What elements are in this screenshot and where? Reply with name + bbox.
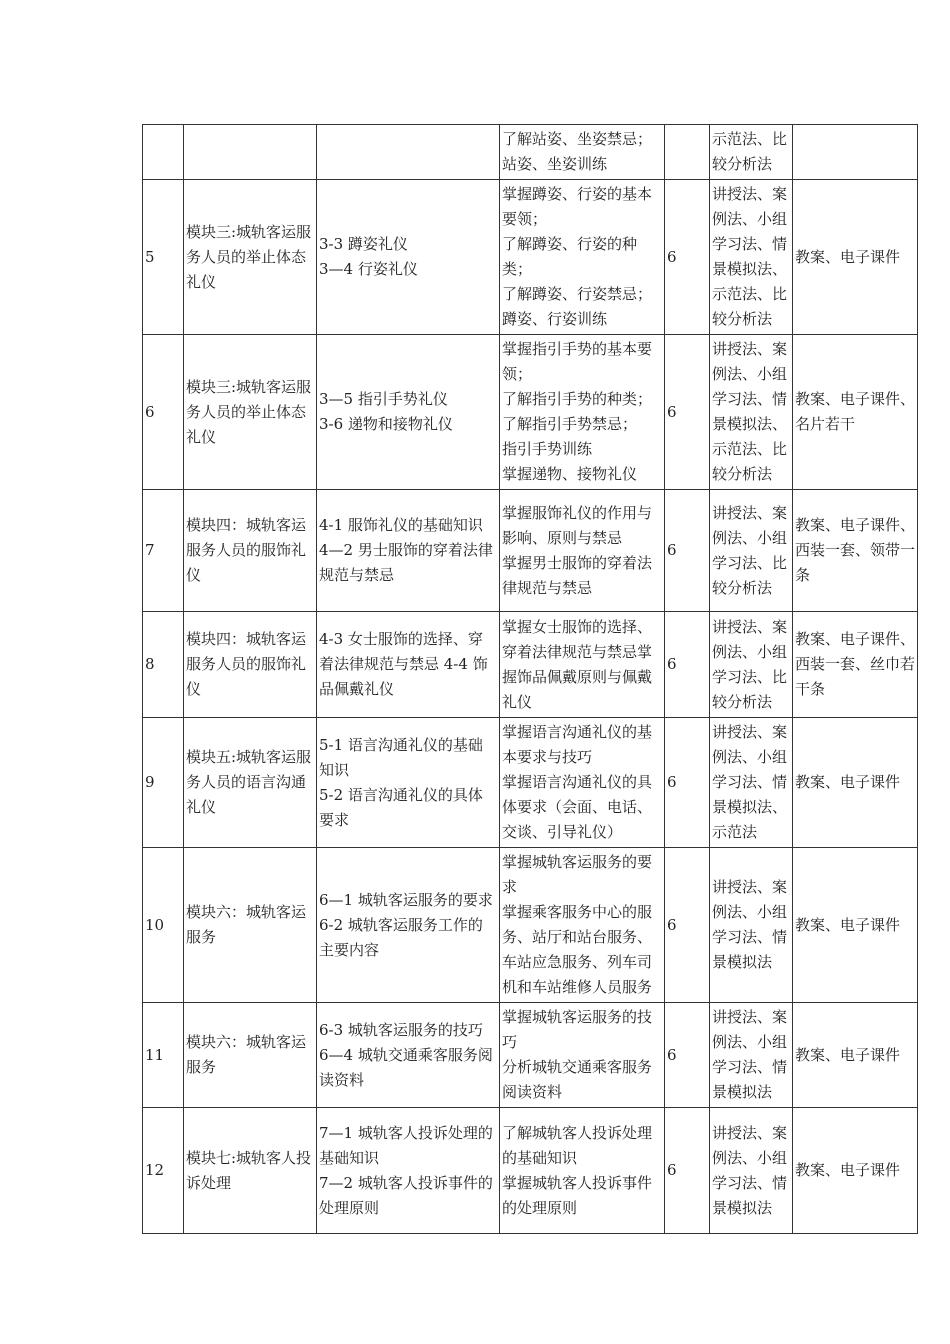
method-cell: 讲授法、案例法、小组学习法、比较分析法 — [710, 490, 793, 612]
module-cell: 模块五:城轨客运服务人员的语言沟通礼仪 — [184, 718, 317, 848]
objective-cell: 掌握城轨客运服务的技巧 分析城轨交通乘客服务阅读资料 — [500, 1003, 665, 1108]
objective-cell: 掌握指引手势的基本要领； 了解指引手势的种类； 了解指引手势禁忌； 指引手势训练 掌握递物、接物礼仪 — [500, 335, 665, 490]
objective-cell: 掌握语言沟通礼仪的基本要求与技巧 掌握语言沟通礼仪的具体要求（会面、电话、交谈、引导礼仪） — [500, 718, 665, 848]
table-row — [143, 125, 918, 180]
topic-cell: 6-3 城轨客运服务的技巧 6—4 城轨交通乘客服务阅读资料 — [317, 1003, 500, 1108]
table-row — [143, 1108, 918, 1234]
resources-cell: 教案、电子课件、西装一套、领带一条 — [793, 490, 918, 612]
objective-cell: 掌握服饰礼仪的作用与影响、原则与禁忌 掌握男士服饰的穿着法律规范与禁忌 — [500, 490, 665, 612]
resources-cell: 教案、电子课件 — [793, 1003, 918, 1108]
resources-cell: 教案、电子课件 — [793, 1108, 918, 1234]
hours-cell: 6 — [665, 335, 710, 490]
module-cell: 模块四：城轨客运服务人员的服饰礼仪 — [184, 490, 317, 612]
module-cell: 模块三:城轨客运服务人员的举止体态礼仪 — [184, 180, 317, 335]
topic-cell — [317, 125, 500, 180]
hours-cell: 6 — [665, 180, 710, 335]
method-cell: 讲授法、案例法、小组学习法、比较分析法 — [710, 612, 793, 718]
hours-cell: 6 — [665, 848, 710, 1003]
row-number: 11 — [143, 1003, 184, 1108]
method-cell: 讲授法、案例法、小组学习法、情景模拟法、示范法、比较分析法 — [710, 335, 793, 490]
topic-cell: 7—1 城轨客人投诉处理的基础知识 7—2 城轨客人投诉事件的处理原则 — [317, 1108, 500, 1234]
method-cell: 示范法、比较分析法 — [710, 125, 793, 180]
hours-cell: 6 — [665, 612, 710, 718]
module-cell: 模块三:城轨客运服务人员的举止体态礼仪 — [184, 335, 317, 490]
topic-cell: 5-1 语言沟通礼仪的基础知识 5-2 语言沟通礼仪的具体要求 — [317, 718, 500, 848]
method-cell: 讲授法、案例法、小组学习法、情景模拟法、示范法、比较分析法 — [710, 180, 793, 335]
method-cell: 讲授法、案例法、小组学习法、情景模拟法 — [710, 1108, 793, 1234]
objective-cell: 了解站姿、坐姿禁忌； 站姿、坐姿训练 — [500, 125, 665, 180]
row-number — [143, 125, 184, 180]
table-row — [143, 335, 918, 490]
objective-cell: 了解城轨客人投诉处理的基础知识 掌握城轨客人投诉事件的处理原则 — [500, 1108, 665, 1234]
objective-cell: 掌握城轨客运服务的要求 掌握乘客服务中心的服务、站厅和站台服务、车站应急服务、列车司机和车站维修人员服务 — [500, 848, 665, 1003]
module-cell — [184, 125, 317, 180]
resources-cell: 教案、电子课件 — [793, 848, 918, 1003]
topic-cell: 3-3 蹲姿礼仪 3—4 行姿礼仪 — [317, 180, 500, 335]
course-plan-table — [142, 124, 918, 1234]
module-cell: 模块七:城轨客人投诉处理 — [184, 1108, 317, 1234]
topic-cell: 3—5 指引手势礼仪 3-6 递物和接物礼仪 — [317, 335, 500, 490]
table-row — [143, 718, 918, 848]
module-cell: 模块六：城轨客运服务 — [184, 848, 317, 1003]
table-row — [143, 1003, 918, 1108]
topic-cell: 4-1 服饰礼仪的基础知识 4—2 男士服饰的穿着法律规范与禁忌 — [317, 490, 500, 612]
resources-cell — [793, 125, 918, 180]
row-number: 6 — [143, 335, 184, 490]
hours-cell: 6 — [665, 1108, 710, 1234]
resources-cell: 教案、电子课件 — [793, 180, 918, 335]
hours-cell: 6 — [665, 718, 710, 848]
method-cell: 讲授法、案例法、小组学习法、情景模拟法 — [710, 848, 793, 1003]
hours-cell — [665, 125, 710, 180]
row-number: 7 — [143, 490, 184, 612]
resources-cell: 教案、电子课件、名片若干 — [793, 335, 918, 490]
row-number: 10 — [143, 848, 184, 1003]
table-row — [143, 612, 918, 718]
table-row — [143, 490, 918, 612]
objective-cell: 掌握女士服饰的选择、穿着法律规范与禁忌掌握饰品佩戴原则与佩戴礼仪 — [500, 612, 665, 718]
topic-cell: 6—1 城轨客运服务的要求 6-2 城轨客运服务工作的主要内容 — [317, 848, 500, 1003]
resources-cell: 教案、电子课件、西装一套、丝巾若干条 — [793, 612, 918, 718]
table-row — [143, 848, 918, 1003]
module-cell: 模块四：城轨客运服务人员的服饰礼仪 — [184, 612, 317, 718]
row-number: 8 — [143, 612, 184, 718]
row-number: 9 — [143, 718, 184, 848]
objective-cell: 掌握蹲姿、行姿的基本要领； 了解蹲姿、行姿的种类； 了解蹲姿、行姿禁忌； 蹲姿、行姿训练 — [500, 180, 665, 335]
row-number: 12 — [143, 1108, 184, 1234]
method-cell: 讲授法、案例法、小组学习法、情景模拟法、示范法 — [710, 718, 793, 848]
table-row — [143, 180, 918, 335]
method-cell: 讲授法、案例法、小组学习法、情景模拟法 — [710, 1003, 793, 1108]
row-number: 5 — [143, 180, 184, 335]
module-cell: 模块六：城轨客运服务 — [184, 1003, 317, 1108]
resources-cell: 教案、电子课件 — [793, 718, 918, 848]
hours-cell: 6 — [665, 1003, 710, 1108]
topic-cell: 4-3 女士服饰的选择、穿着法律规范与禁忌 4-4 饰品佩戴礼仪 — [317, 612, 500, 718]
hours-cell: 6 — [665, 490, 710, 612]
